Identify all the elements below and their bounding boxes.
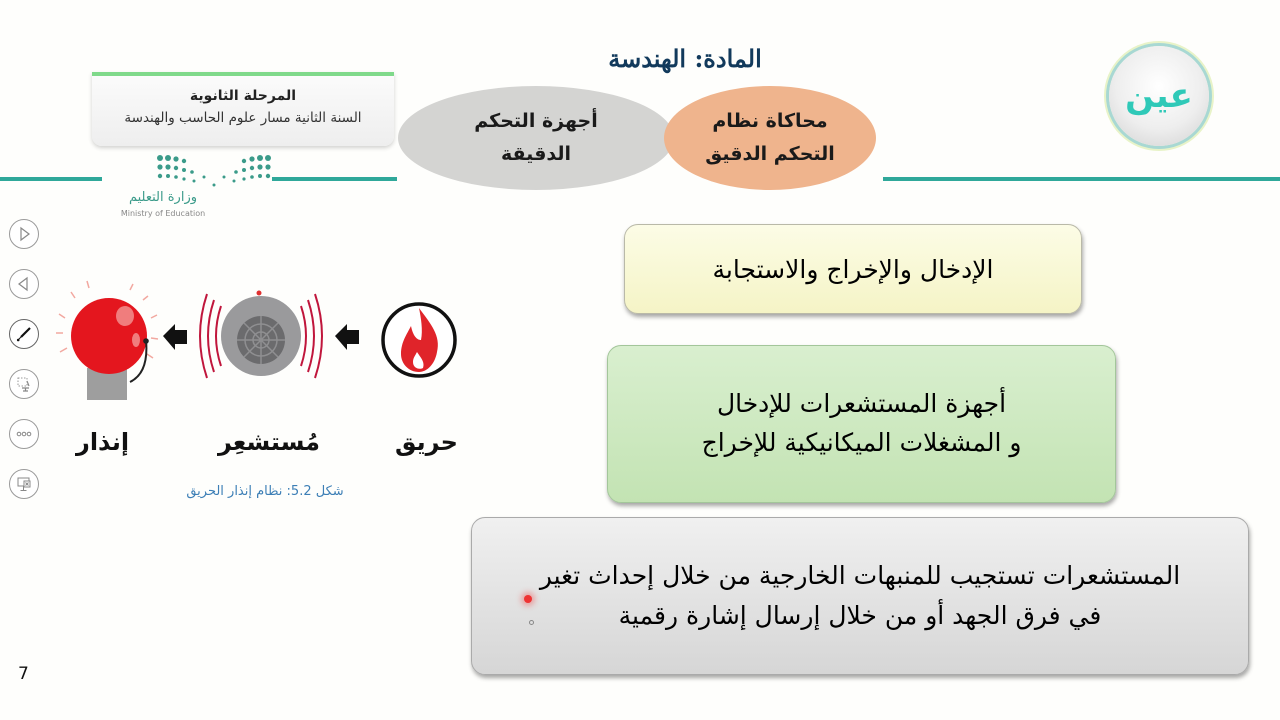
topic-simulation-line1: محاكاة نظام — [712, 109, 828, 132]
fire-label: حريق — [395, 428, 458, 456]
stage-subtitle: السنة الثانية مسار علوم الحاسب والهندسة — [124, 110, 362, 126]
ministry-name-en: Ministry of Education — [120, 209, 206, 218]
subject-title: المادة: الهندسة — [608, 44, 762, 73]
alarm-bell-icon — [56, 281, 158, 400]
sensors-actuators-line1: أجهزة المستشعرات للإدخال — [716, 389, 1007, 419]
zoom-screen-icon — [15, 375, 33, 393]
sensor-definition-line2: في فرق الجهد أو من خلال إرسال إشارة رقمية — [618, 601, 1102, 630]
channel-logo-text: عين — [1125, 76, 1193, 116]
laser-pointer — [524, 595, 532, 603]
sensors-actuators-box — [607, 345, 1116, 503]
previous-slide-button[interactable] — [9, 269, 39, 299]
fire-icon — [383, 304, 455, 376]
more-icon — [15, 425, 33, 443]
sensors-actuators-line2: و المشغلات الميكانيكية للإخراج — [701, 428, 1022, 457]
header-rule-left — [0, 177, 102, 181]
figure-caption: شكل 5.2: نظام إنذار الحريق — [186, 484, 344, 499]
topic-ellipse-devices — [398, 86, 674, 190]
arrow-left-icon — [335, 324, 359, 350]
channel-logo — [1109, 46, 1209, 146]
ministry-dots-icon — [154, 152, 274, 188]
topic-devices-line2: الدقيقة — [500, 143, 572, 165]
close-presentation-icon — [15, 475, 33, 493]
topic-devices-line1: أجهزة التحكم — [474, 109, 598, 132]
play-right-icon — [15, 225, 33, 243]
play-left-icon — [15, 275, 33, 293]
topic-simulation-line2: التحكم الدقيق — [705, 143, 835, 165]
fire-alarm-diagram — [55, 268, 465, 418]
stage-card — [92, 72, 394, 146]
zoom-button[interactable] — [9, 369, 39, 399]
end-show-button[interactable] — [9, 469, 39, 499]
alarm-label: إنذار — [76, 428, 130, 456]
next-slide-button[interactable] — [9, 219, 39, 249]
pen-icon — [15, 325, 33, 343]
stage-title: المرحلة الثانوية — [189, 88, 297, 104]
sensor-label: مُستشعِر — [218, 428, 320, 456]
io-response-box — [624, 224, 1082, 314]
smoke-sensor-icon — [200, 291, 322, 379]
ministry-name-ar: وزارة التعليم — [128, 190, 198, 205]
topic-ellipse-simulation — [664, 86, 876, 190]
io-response-text: الإدخال والإخراج والاستجابة — [712, 254, 994, 284]
cursor-marker — [529, 620, 534, 625]
pen-button[interactable] — [9, 319, 39, 349]
arrow-left-icon — [163, 324, 187, 350]
header-rule-right — [883, 177, 1280, 181]
sensor-definition-box — [471, 517, 1249, 675]
header-rule-middle — [272, 177, 397, 181]
more-options-button[interactable] — [9, 419, 39, 449]
sensor-definition-line1: المستشعرات تستجيب للمنبهات الخارجية من خلال إحداث تغير — [539, 561, 1181, 590]
page-number: 7 — [18, 664, 29, 684]
